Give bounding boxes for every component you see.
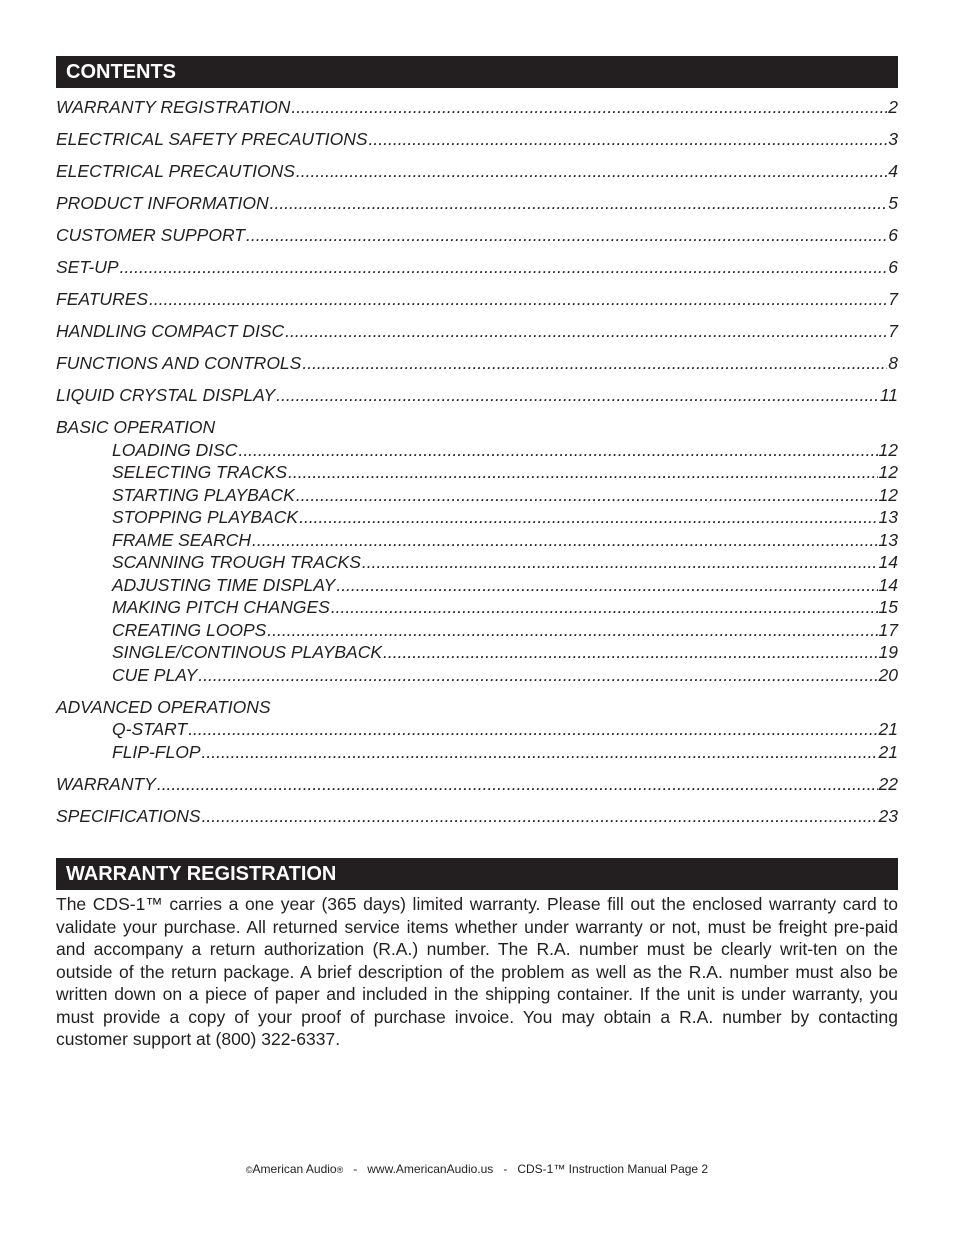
toc-page-number: 4 <box>888 161 898 181</box>
toc-dot-leader <box>291 96 887 119</box>
toc-entry <box>56 320 898 343</box>
toc-entry-title: WARRANTY REGISTRATION <box>56 97 291 117</box>
toc-dot-leader <box>276 384 879 407</box>
toc-dot-leader <box>157 773 878 796</box>
toc-entry <box>56 741 898 764</box>
toc-page-number: 12 <box>878 484 898 505</box>
toc-entry <box>56 484 898 507</box>
toc-entry <box>56 506 898 529</box>
toc-dot-leader <box>302 352 887 375</box>
toc-page-number: 17 <box>878 619 898 640</box>
toc-page-number: 22 <box>878 773 898 794</box>
toc-entry <box>56 805 898 828</box>
toc-page-number: 5 <box>888 193 898 213</box>
toc-page-number: 21 <box>878 741 898 762</box>
toc-dot-leader <box>188 718 877 741</box>
toc-entry-title: CREATING LOOPS <box>112 619 267 640</box>
toc-entry-title: SCANNING TROUGH TRACKS <box>112 552 361 572</box>
toc-entry <box>56 128 898 151</box>
toc-dot-leader <box>296 160 887 183</box>
toc-entry <box>56 352 898 375</box>
toc-dot-leader <box>362 551 878 574</box>
toc-dot-leader <box>299 506 877 529</box>
toc-entry <box>56 160 898 183</box>
toc-entry-title: FEATURES <box>56 289 149 309</box>
toc-page-number: 2 <box>888 97 898 117</box>
toc-entry-title: ELECTRICAL SAFETY PRECAUTIONS <box>56 129 368 149</box>
toc-page-number: 8 <box>888 353 898 373</box>
toc-page-number: 13 <box>878 529 898 550</box>
footer-separator: - <box>503 1162 508 1176</box>
toc-dot-leader <box>296 484 878 507</box>
footer-brand: American Audio <box>252 1162 337 1176</box>
toc-page-number: 13 <box>878 507 898 527</box>
toc-page-number: 14 <box>878 574 898 595</box>
toc-entry <box>56 384 898 407</box>
toc-entry-title: CUE PLAY <box>112 664 198 685</box>
toc-page-number: 21 <box>878 719 898 739</box>
toc-page-number: 6 <box>888 225 898 245</box>
toc-entry-title: ELECTRICAL PRECAUTIONS <box>56 161 295 181</box>
toc-page-number: 6 <box>888 257 898 277</box>
toc-entry <box>56 439 898 462</box>
toc-entry-title: LIQUID CRYSTAL DISPLAY <box>56 385 276 405</box>
page-footer <box>0 1160 954 1179</box>
toc-entry-title: FLIP-FLOP <box>112 741 201 762</box>
toc-dot-leader <box>285 320 887 343</box>
copyright-symbol: © <box>245 1165 253 1175</box>
toc-entry-title: ADJUSTING TIME DISPLAY <box>112 574 336 595</box>
toc-entry-title: LOADING DISC <box>112 439 238 460</box>
footer-manual-page: CDS-1™ Instruction Manual Page 2 <box>517 1162 709 1176</box>
toc-page-number: 3 <box>888 129 898 149</box>
toc-dot-leader <box>288 461 877 484</box>
toc-page-number: 7 <box>888 289 898 309</box>
toc-entry <box>56 718 898 741</box>
toc-entry-title: FUNCTIONS AND CONTROLS <box>56 353 302 373</box>
toc-dot-leader <box>149 288 887 311</box>
toc-entry-title: SELECTING TRACKS <box>112 462 288 482</box>
toc-entry <box>56 641 898 664</box>
toc-entry <box>56 574 898 597</box>
toc-dot-leader <box>202 805 878 828</box>
toc-entry <box>56 96 898 119</box>
toc-dot-leader <box>252 529 877 552</box>
toc-entry-title: STARTING PLAYBACK <box>112 484 295 505</box>
toc-dot-leader <box>246 224 887 247</box>
warranty-registration-title: WARRANTY REGISTRATION <box>66 863 337 885</box>
toc-entry-title: STOPPING PLAYBACK <box>112 507 299 527</box>
toc-page-number: 7 <box>888 321 898 341</box>
toc-entry <box>56 192 898 215</box>
toc-entry <box>56 529 898 552</box>
toc-entry-title: MAKING PITCH CHANGES <box>112 597 330 617</box>
toc-page-number: 14 <box>878 552 898 572</box>
toc-page-number: 20 <box>878 664 898 685</box>
toc-entry-title: SINGLE/CONTINOUS PLAYBACK <box>112 642 383 662</box>
toc-entry <box>56 461 898 484</box>
toc-dot-leader <box>369 128 888 151</box>
toc-dot-leader <box>270 192 888 215</box>
toc-dot-leader <box>331 596 878 619</box>
toc-dot-leader <box>198 664 877 687</box>
registered-symbol: ® <box>336 1165 344 1175</box>
toc-page-number: 15 <box>878 597 898 617</box>
toc-entry <box>56 773 898 796</box>
toc-entry-title: PRODUCT INFORMATION <box>56 193 269 213</box>
toc-entry <box>56 619 898 642</box>
toc-dot-leader <box>336 574 877 597</box>
toc-entry-title: Q-START <box>112 719 188 739</box>
toc-dot-leader <box>383 641 878 664</box>
toc-entry-title: HANDLING COMPACT DISC <box>56 321 285 341</box>
warranty-registration-body: The CDS-1™ carries a one year (365 days) limited warranty. Please fill out the enclosed warranty card to validate your purchase. All returned service items whether under warranty or not, must be freight pre-paid and accompany a return authorization (R.A.) number. The R.A. number must be clearly writ-ten on the outside of the return package. A brief description of the problem as well as the R.A. number must also be written down on a piece of paper and included in the shipping container. If the unit is under warranty, you must provide a copy of your proof of purchase invoice. You may obtain a R.A. number by contacting customer support at (800) 322-6337. <box>56 894 898 1049</box>
toc-entry <box>56 596 898 619</box>
toc-entry <box>56 288 898 311</box>
toc-entry-title: SET-UP <box>56 257 119 277</box>
toc-entry-title: FRAME SEARCH <box>112 529 252 550</box>
toc-page-number: 11 <box>879 385 898 405</box>
toc-entry-title: CUSTOMER SUPPORT <box>56 225 245 245</box>
warranty-registration-header <box>56 858 898 890</box>
footer-website: www.AmericanAudio.us <box>367 1162 494 1176</box>
toc-page-number: 12 <box>878 462 898 482</box>
toc-entry <box>56 224 898 247</box>
toc-group-title: BASIC OPERATION <box>56 417 216 437</box>
toc-entry <box>56 664 898 687</box>
toc-page-number: 12 <box>878 439 898 460</box>
footer-separator: - <box>353 1162 358 1176</box>
toc-dot-leader <box>120 256 888 279</box>
toc-entry <box>56 551 898 574</box>
contents-title: CONTENTS <box>66 61 176 83</box>
toc-page-number: 19 <box>878 642 898 662</box>
toc-dot-leader <box>238 439 877 462</box>
toc-dot-leader <box>267 619 877 642</box>
toc-entry-title: SPECIFICATIONS <box>56 805 201 826</box>
toc-dot-leader <box>202 741 878 764</box>
contents-header <box>56 56 898 88</box>
toc-entry <box>56 256 898 279</box>
toc-page-number: 23 <box>878 805 898 826</box>
table-of-contents <box>56 96 898 827</box>
toc-entry-title: WARRANTY <box>56 773 156 794</box>
toc-group-title: ADVANCED OPERATIONS <box>56 696 271 717</box>
